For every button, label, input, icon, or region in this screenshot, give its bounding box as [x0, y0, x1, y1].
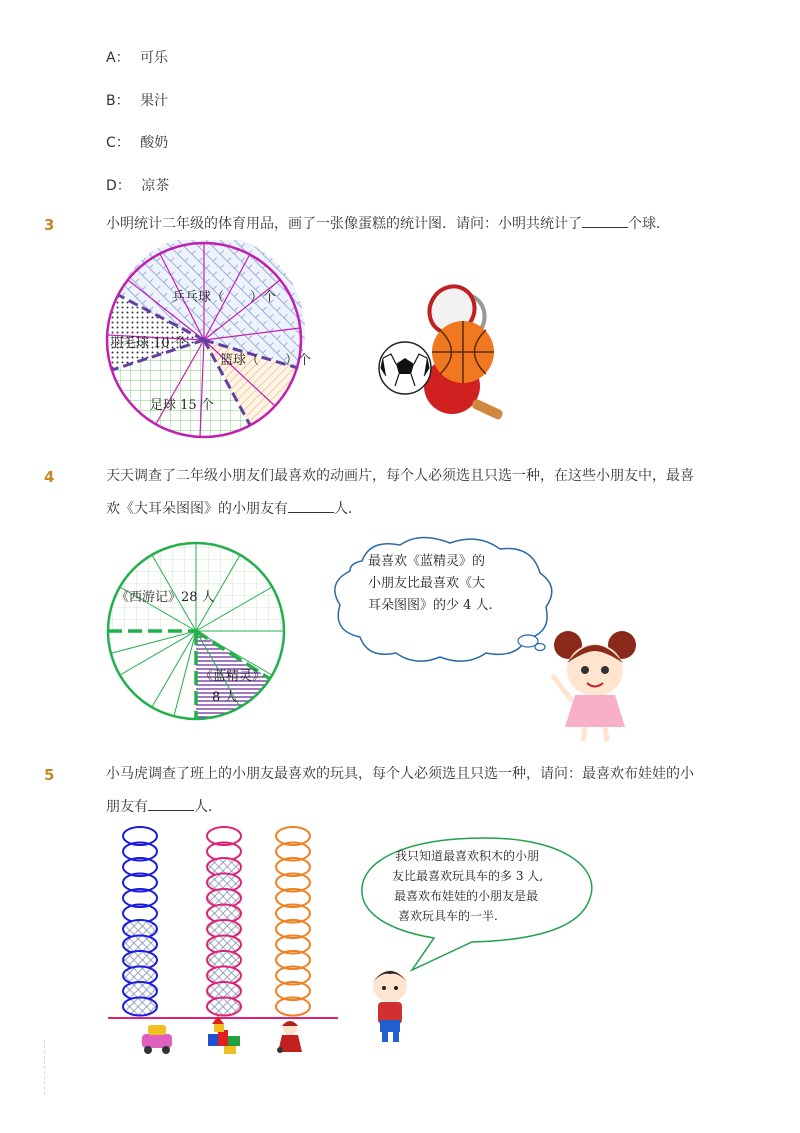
bubble-line: 喜欢玩具车的一半. — [398, 909, 498, 923]
question-text-part: 人． — [334, 501, 362, 517]
option-letter: A： — [106, 50, 130, 66]
ring-toy-car — [123, 998, 157, 1016]
question-text-part: 人． — [194, 799, 222, 815]
boy-cartoon-image — [373, 970, 407, 1042]
answer-blank[interactable] — [288, 498, 334, 513]
question-number-5: 5 — [44, 766, 55, 784]
q5-ring-figure — [100, 820, 620, 1065]
q3-pie-figure — [100, 240, 520, 445]
option-letter: D： — [106, 178, 131, 194]
question-number-3: 3 — [44, 216, 55, 234]
bubble-line: 耳朵图图》的少 4 人. — [368, 598, 493, 613]
label-basketball: 篮球（ ）个 — [220, 353, 312, 368]
question-text-line — [106, 493, 746, 526]
bubble-line: 友比最喜欢玩具车的多 3 人, — [392, 869, 544, 883]
building-blocks-icon — [208, 1016, 240, 1054]
option-text: 凉茶 — [141, 178, 170, 194]
oval-speech-bubble — [362, 838, 592, 970]
doll-icon — [277, 1021, 302, 1053]
bubble-line: 小朋友比最喜欢《大 — [368, 576, 486, 591]
question-text-part: 小明统计二年级的体育用品，画了一张像蛋糕的统计图．请问：小明共统计了 — [106, 216, 582, 232]
label-lanjingling-count: 8 人 — [212, 690, 238, 705]
question-text-part: 欢《大耳朵图图》的小朋友有 — [106, 501, 288, 517]
label-pingpong: 乒乓球（ ）个 — [172, 290, 277, 305]
margin-rule — [44, 1040, 45, 1095]
q4-pie-figure — [100, 535, 660, 745]
option-c — [106, 132, 168, 152]
ring-columns — [123, 827, 310, 1016]
question-4-text — [106, 460, 746, 526]
ring-blocks — [207, 998, 241, 1016]
label-badminton: 羽毛球 10 个 — [110, 336, 187, 351]
option-b — [106, 90, 168, 110]
option-text: 酸奶 — [140, 135, 169, 151]
cloud-speech-bubble — [335, 537, 552, 661]
bubble-line: 我只知道最喜欢积木的小朋 — [395, 849, 540, 863]
option-text: 可乐 — [140, 50, 169, 66]
sports-balls-image — [379, 278, 504, 420]
option-a — [106, 47, 168, 67]
question-5-text — [106, 758, 746, 824]
toy-car-icon — [142, 1025, 172, 1054]
question-text-line: 小马虎调查了班上的小朋友最喜欢的玩具，每个人必须选且只选一种，请问：最喜欢布娃娃的小 — [106, 766, 694, 782]
question-3-text — [106, 208, 746, 241]
label-xiyouji: 《西游记》28 人 — [116, 590, 215, 605]
option-text: 果汁 — [140, 93, 169, 109]
label-lanjingling: 《蓝精灵》 — [200, 669, 266, 684]
answer-blank[interactable] — [582, 213, 628, 228]
option-letter: B： — [106, 93, 130, 109]
question-text-line: 天天调查了二年级小朋友们最喜欢的动画片，每个人必须选且只选一种，在这些小朋友中，最喜 — [106, 468, 694, 484]
option-d — [106, 175, 169, 195]
label-football: 足球 15 个 — [150, 398, 214, 413]
girl-cartoon-image — [552, 631, 636, 741]
bubble-line: 最喜欢布娃娃的小朋友是最 — [394, 889, 539, 903]
question-text-part: 朋友有 — [106, 799, 148, 815]
answer-blank[interactable] — [148, 796, 194, 811]
option-letter: C： — [106, 135, 130, 151]
question-number-4: 4 — [44, 468, 55, 486]
question-text-part: 个球． — [628, 216, 670, 232]
bubble-line: 最喜欢《蓝精灵》的 — [368, 554, 486, 569]
